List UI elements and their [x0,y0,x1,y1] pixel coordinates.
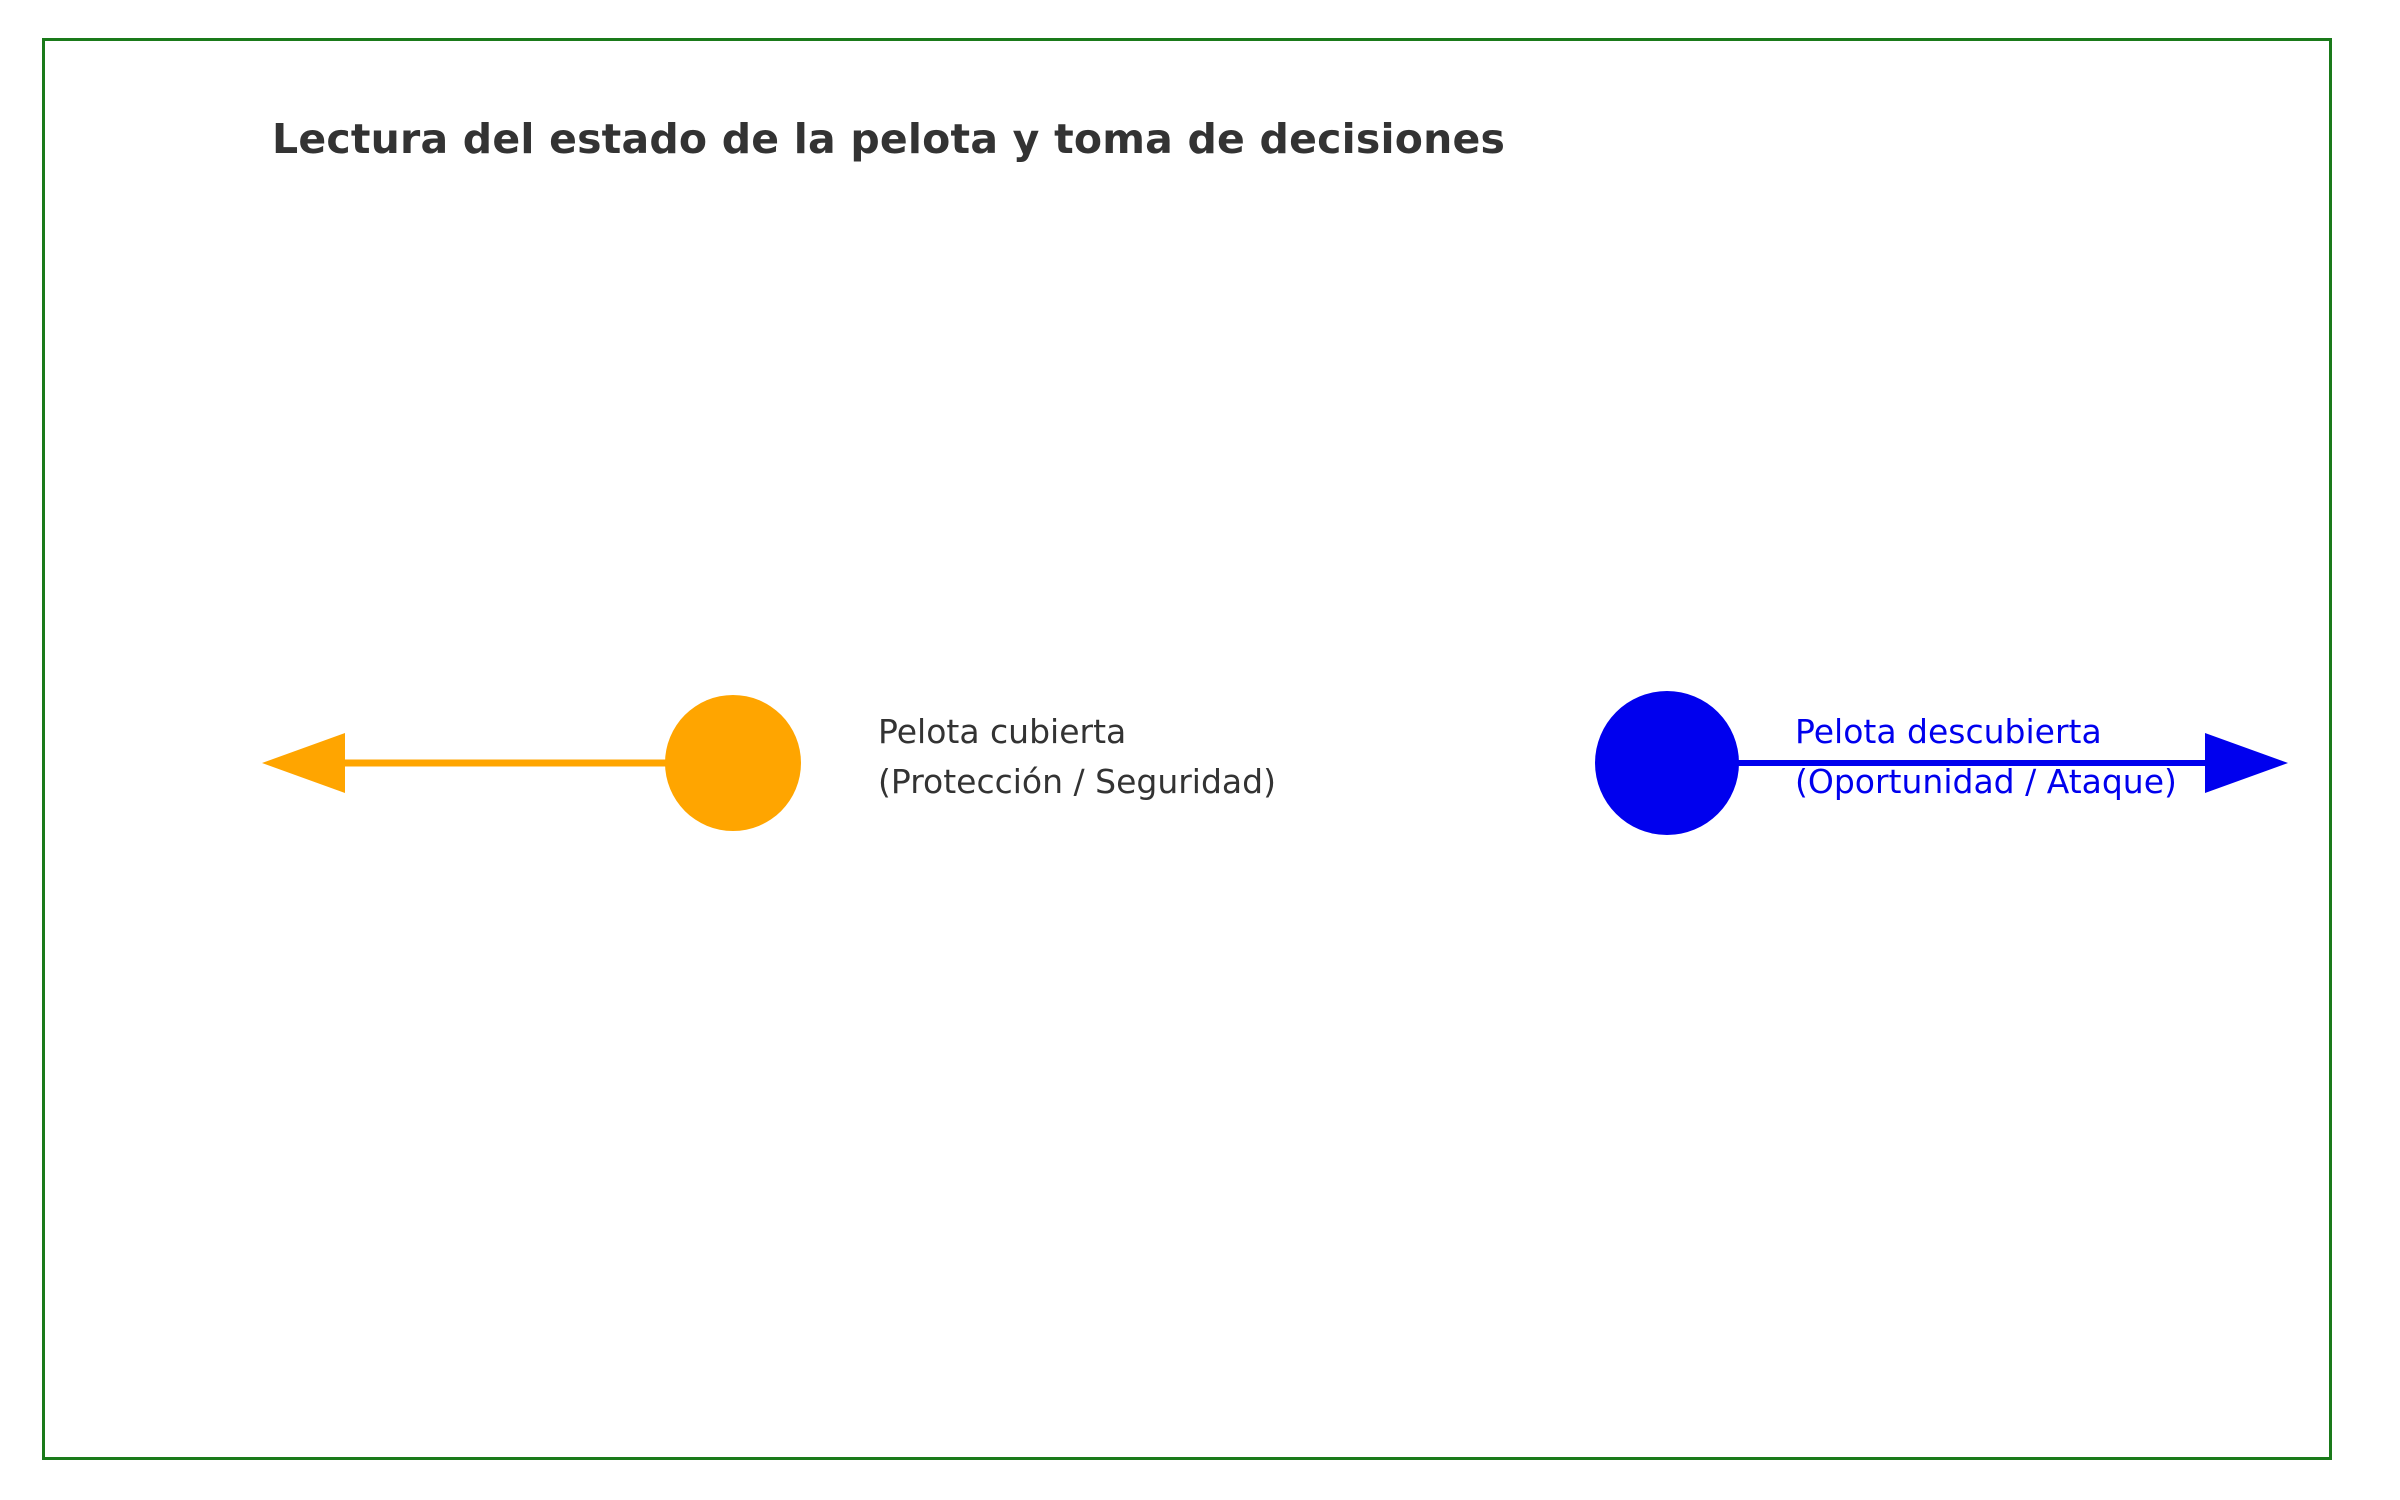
uncovered-ball-label [1795,707,2177,807]
covered-ball-marker [665,695,801,831]
covered-ball-label [878,707,1276,807]
uncovered-ball-marker [1595,691,1739,835]
covered-ball-label-line1: Pelota cubierta [878,712,1127,751]
uncovered-ball-label-line2: (Oportunidad / Ataque) [1795,762,2177,801]
covered-ball-label-line2: (Protección / Seguridad) [878,762,1276,801]
uncovered-ball-label-line1: Pelota descubierta [1795,712,2102,751]
covered-ball-arrow [262,733,700,793]
page-title: Lectura del estado de la pelota y toma de decisiones [272,115,1506,163]
